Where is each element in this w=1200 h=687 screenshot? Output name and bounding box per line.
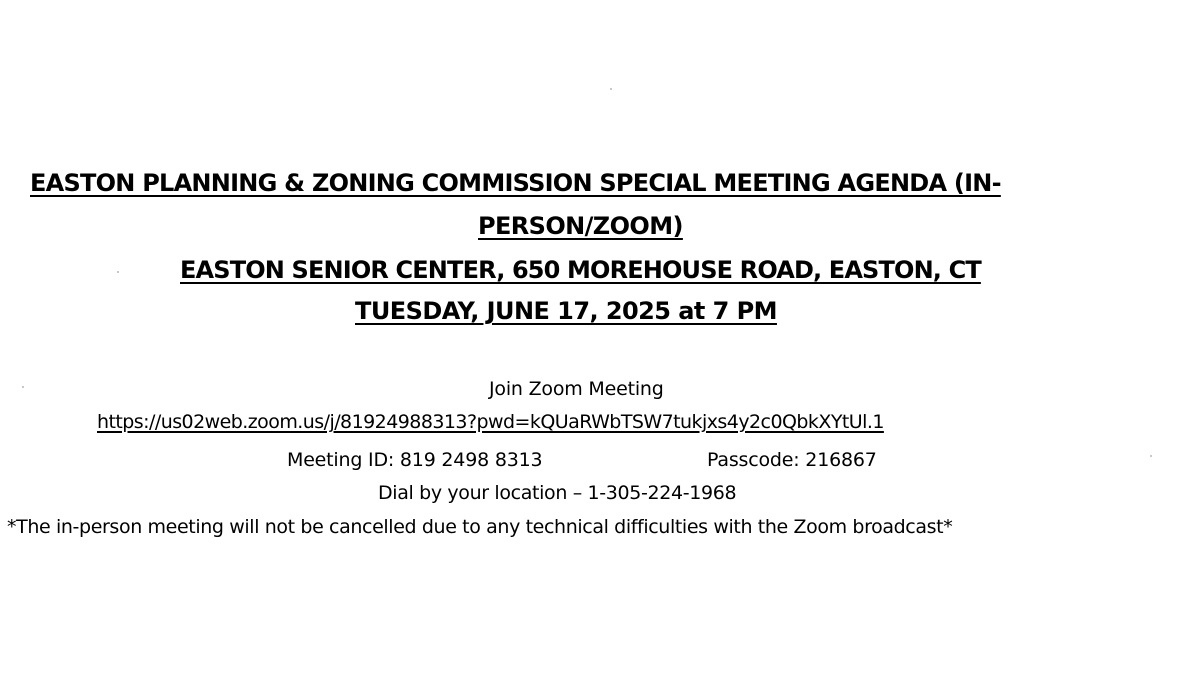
scan-speck bbox=[117, 271, 119, 273]
meeting-passcode: Passcode: 216867 bbox=[707, 449, 877, 471]
scan-speck bbox=[1150, 455, 1152, 457]
meeting-id: Meeting ID: 819 2498 8313 bbox=[287, 449, 543, 471]
meeting-date-time: TUESDAY, JUNE 17, 2025 at 7 PM bbox=[355, 297, 777, 325]
zoom-meeting-link[interactable]: https://us02web.zoom.us/j/81924988313?pwd=kQUaRWbTSW7tukjxs4y2c0QbkXYtUl.1 bbox=[97, 411, 884, 433]
join-zoom-label: Join Zoom Meeting bbox=[489, 378, 664, 400]
meeting-location: EASTON SENIOR CENTER, 650 MOREHOUSE ROAD, EASTON, CT bbox=[180, 256, 981, 284]
scan-speck bbox=[610, 88, 612, 90]
agenda-title-line-2: PERSON/ZOOM) bbox=[478, 212, 683, 240]
agenda-title-line-1: EASTON PLANNING & ZONING COMMISSION SPECIAL MEETING AGENDA (IN- bbox=[30, 169, 1001, 197]
dial-in-number: Dial by your location – 1-305-224-1968 bbox=[378, 482, 737, 504]
cancellation-notice: *The in-person meeting will not be cancelled due to any technical difficulties with the Zoom broadcast* bbox=[7, 516, 953, 538]
scan-speck bbox=[22, 386, 24, 388]
